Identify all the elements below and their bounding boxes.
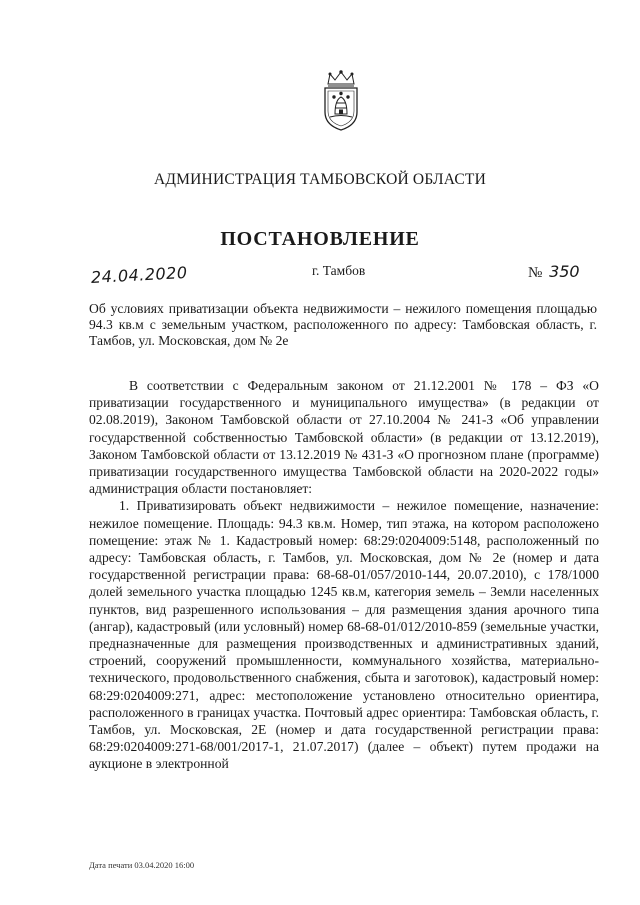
handwritten-date: 24.04.2020: [90, 262, 188, 287]
document-subject: Об условиях приватизации объекта недвижимости – нежилого помещения площадью 94.3 кв.м с земельным участком, расположенного по адресу: Тамбовская область, г. Тамбов, ул. Московская, дом № 2е: [89, 301, 597, 348]
preamble-paragraph: В соответствии с Федеральным законом от 21.12.2001 № 178 – ФЗ «О приватизации государственного и муниципального имущества» (в редакции от 02.08.2019), Законом Тамбовской области от 27.10.2004 № 241-З «Об управлении государственной собственностью Тамбовской области» (в редакции от 13.12.2019), Законом Тамбовской области от 13.12.2019 № 431-З «О прогнозном плане (программе) приватизации государственного имущества Тамбовской области на 2020-2022 годы» администрация области постановляет:: [89, 378, 599, 497]
tambov-coat-of-arms-icon: [318, 70, 364, 132]
handwritten-number: 350: [549, 262, 580, 281]
organization-title: АДМИНИСТРАЦИЯ ТАМБОВСКОЙ ОБЛАСТИ: [154, 171, 486, 188]
number-sign: №: [528, 265, 543, 281]
document-city: г. Тамбов: [312, 263, 366, 278]
print-date-footer: Дата печати 03.04.2020 16:00: [89, 860, 195, 870]
document-number: [528, 262, 580, 282]
item-1-paragraph: 1. Приватизировать объект недвижимости – нежилое помещение, назначение: нежилое помещение. Площадь: 94.3 кв.м. Номер, тип этажа, на котором расположено помещение: этаж № 1. Кадастровый номер: 68:29:0204009:5148, расположенный по адресу: Тамбовская область, г. Тамбов, ул. Московская, дом № 2е (номер и дата государственной регистрации права: 68-68-01/057/2010-144, 20.07.2010), с 178/1000 долей земельного участка площадью 1245 кв.м, категория земель – Земли населенных пунктов, вид разрешенного использования – для размещения здания арочного типа (ангар), кадастровый (или условный) номер 68-68-01/012/2010-859 (земельные участки, предназначенные для размещения производственных и административных зданий, строений, сооружений промышленности, коммунального хозяйства, материально-технического, продовольственного снабжения, сбыта и заготовок), кадастровый номер: 68:29:0204009:271, адрес: местоположение установлено относительно ориентира, расположенного в границах участка. Почтовый адрес ориентира: Тамбовская область, г. Тамбов, ул. Московская, 2Е (номер и дата государственной регистрации права: 68:29:0204009:271-68/001/2017-1, 21.07.2017) (далее – объект) путем продажи на аукционе в электронной: [89, 498, 599, 772]
document-body: [89, 377, 599, 773]
document-type-title: ПОСТАНОВЛЕНИЕ: [220, 228, 420, 250]
